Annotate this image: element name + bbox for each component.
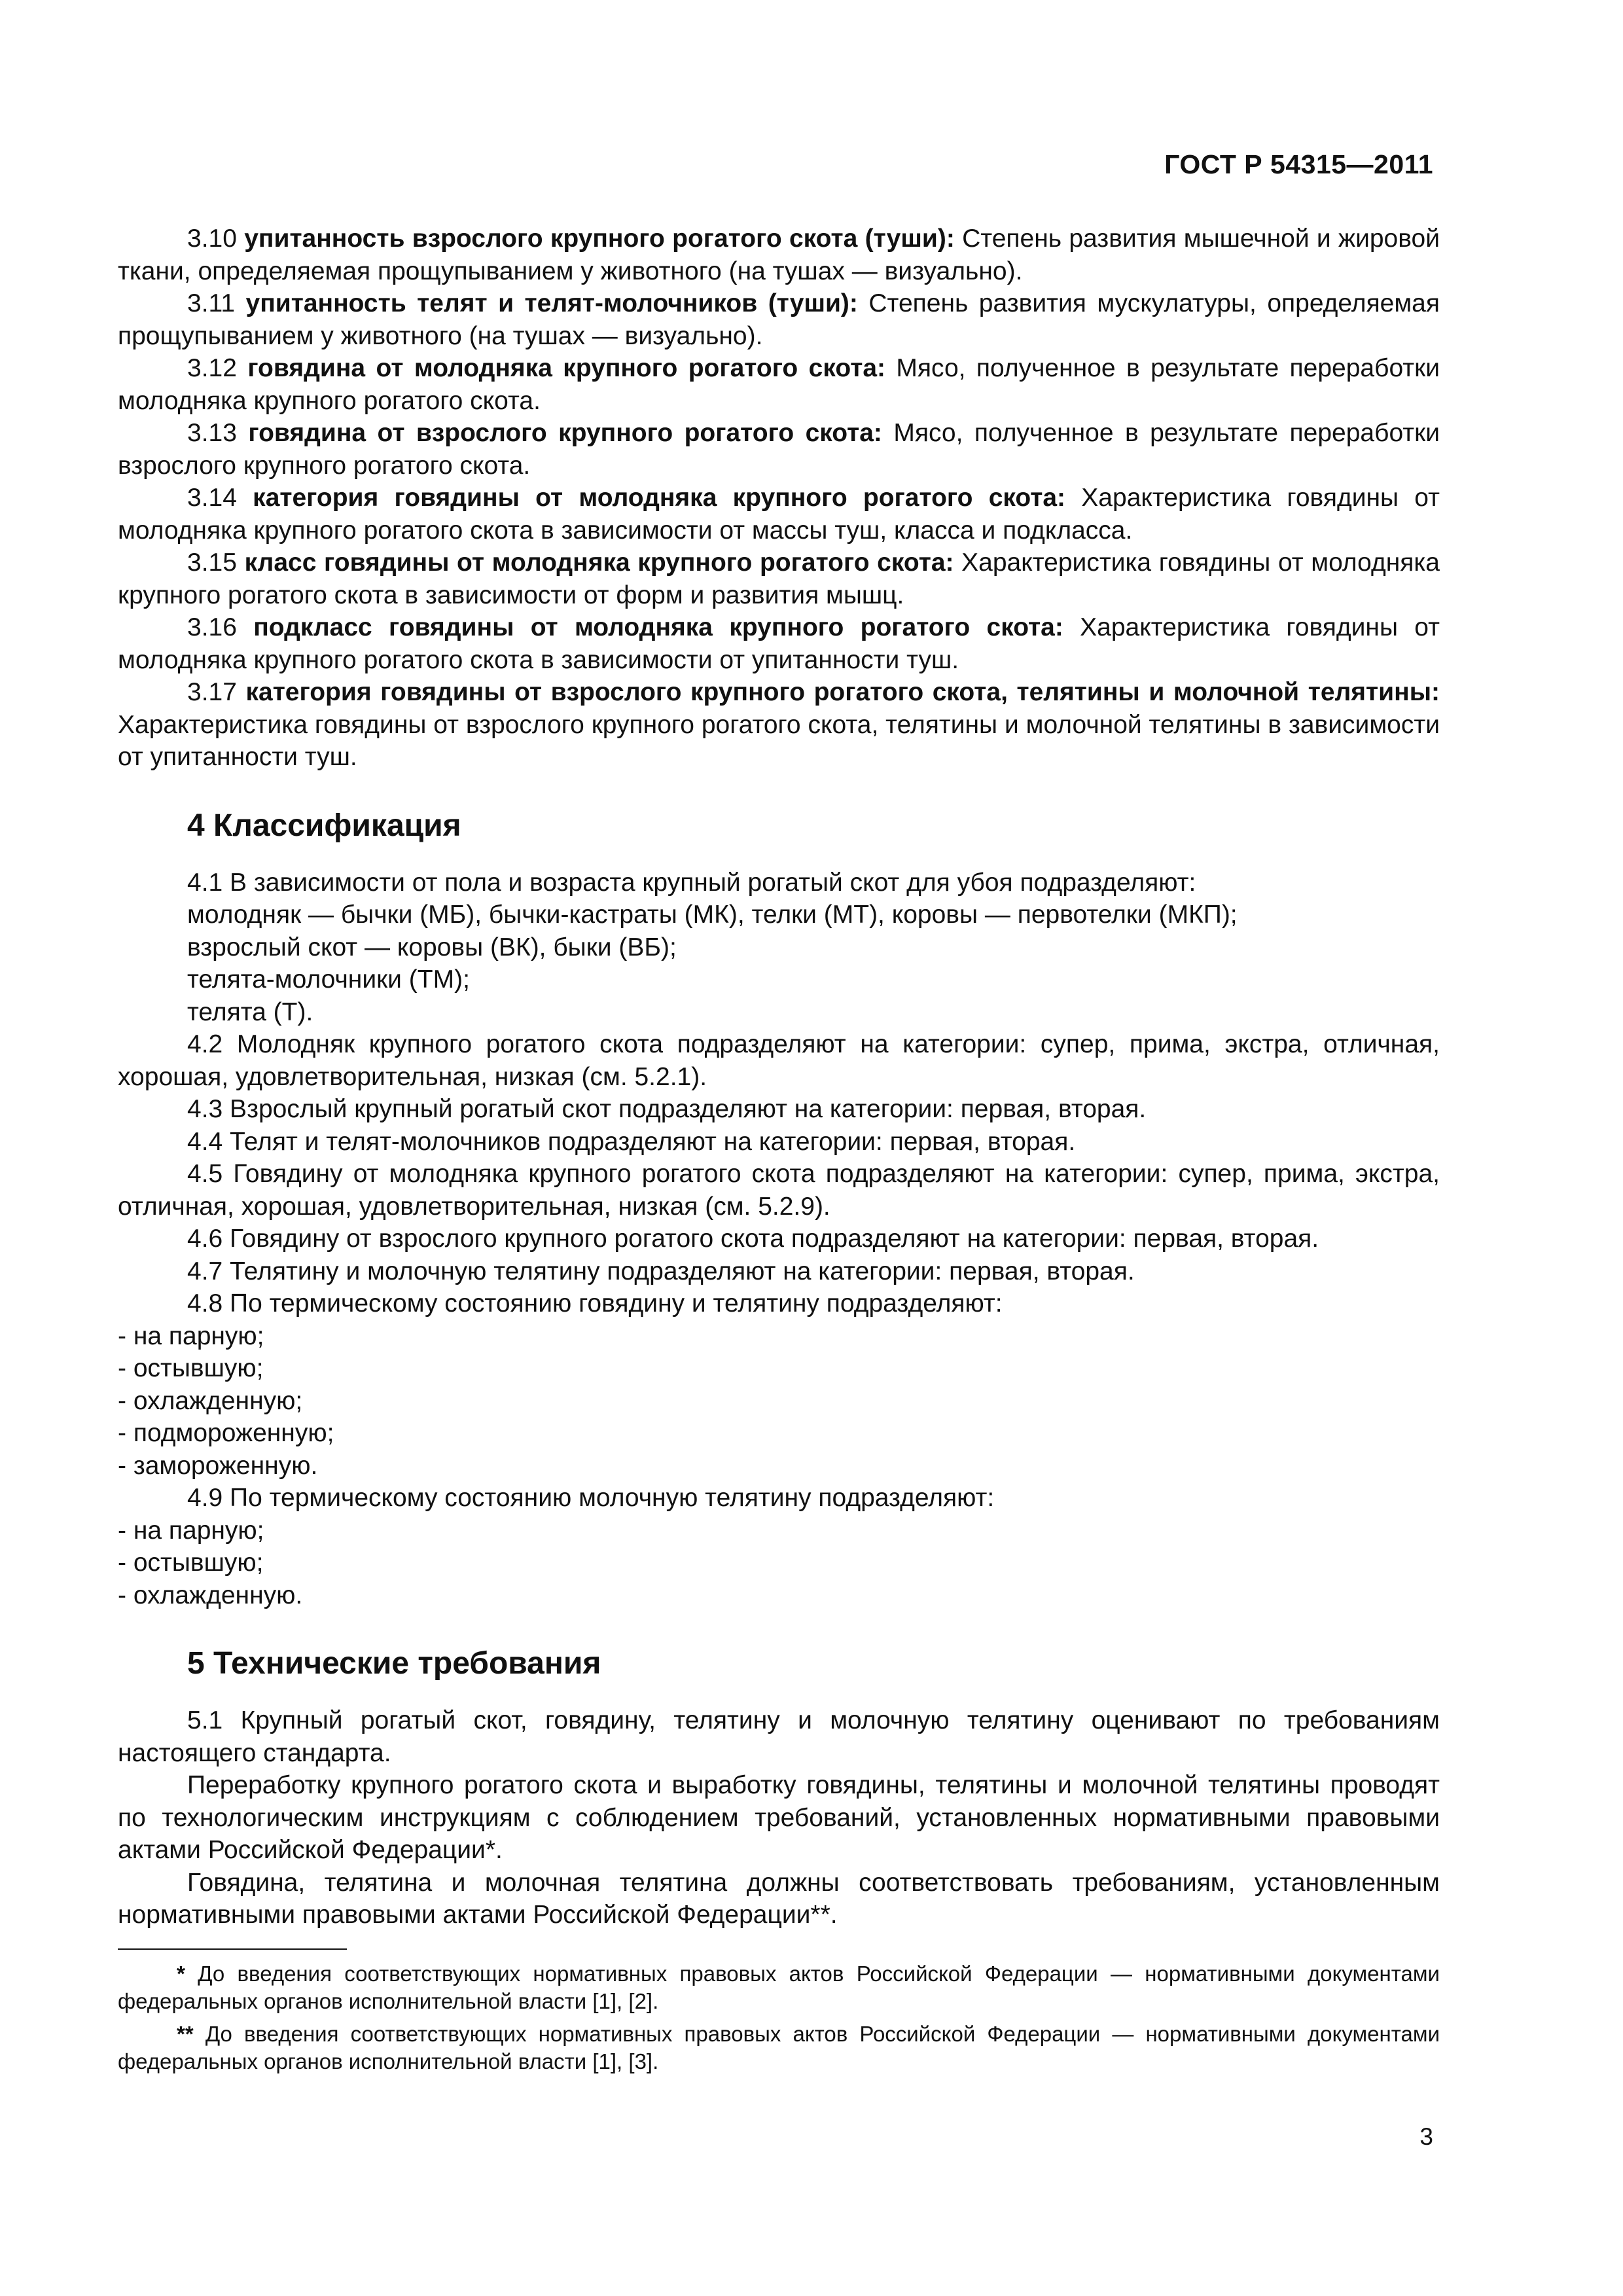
definition-3-16: 3.16 подкласс говядины от молодняка крупного рогатого скота: Характеристика говядины от молодняка крупного рогатого скота в зависимости от упитанности туш. bbox=[118, 613, 1440, 674]
footnote-text: До введения соответствующих нормативных правовых актов Российской Федерации — нормативными документами федеральных органов исполнительной власти [1], [2]. bbox=[118, 1961, 1440, 2013]
definition-term: говядина от взрослого крупного рогатого скота: bbox=[248, 419, 882, 447]
definition-3-15: 3.15 класс говядины от молодняка крупного рогатого скота: Характеристика говядины от молодняка крупного рогатого скота в зависимости от форм и развития мышц. bbox=[118, 548, 1440, 609]
footnotes bbox=[118, 1960, 1440, 2075]
list-item: - остывшую; bbox=[118, 1354, 264, 1382]
list-item: - подмороженную; bbox=[118, 1419, 334, 1447]
footnote-mark: ** bbox=[177, 2021, 194, 2046]
definition-term: категория говядины от взрослого крупного рогатого скота, телятины и молочной телятины: bbox=[245, 678, 1440, 706]
clause-4-1-line: взрослый скот — коровы (ВК), быки (ВБ); bbox=[187, 933, 677, 961]
clause-5-1-paragraph: Говядина, телятина и молочная телятина должны соответствовать требованиям, установленным нормативными правовыми актами Российской Федерации**. bbox=[118, 1868, 1440, 1929]
footnote bbox=[118, 1960, 1440, 2015]
definition-3-13: 3.13 говядина от взрослого крупного рогатого скота: Мясо, полученное в результате переработки взрослого крупного рогатого скота. bbox=[118, 419, 1440, 480]
footnote-mark: * bbox=[177, 1961, 185, 1986]
definition-term: класс говядины от молодняка крупного рогатого скота: bbox=[244, 548, 954, 577]
definition-3-17: 3.17 категория говядины от взрослого крупного рогатого скота, телятины и молочной телятины: Характеристика говядины от взрослого крупного рогатого скота, телятины и молочной телятины в зависимости от упитанности туш. bbox=[118, 678, 1440, 771]
section-4-body bbox=[118, 867, 1440, 1612]
definition-3-12: 3.12 говядина от молодняка крупного рогатого скота: Мясо, полученное в результате переработки молодняка крупного рогатого скота. bbox=[118, 354, 1440, 415]
clause-4-1-line: телята-молочники (ТМ); bbox=[187, 965, 470, 994]
definition-term: упитанность взрослого крупного рогатого скота (туши): bbox=[244, 224, 955, 253]
clause-4-8: 4.8 По термическому состоянию говядину и телятину подразделяют: bbox=[187, 1289, 1003, 1318]
footnote bbox=[118, 2020, 1440, 2075]
definition-3-10: 3.10 упитанность взрослого крупного рогатого скота (туши): Степень развития мышечной и жировой ткани, определяемая прощупыванием у животного (на тушах — визуально). bbox=[118, 224, 1440, 285]
definition-3-14: 3.14 категория говядины от молодняка крупного рогатого скота: Характеристика говядины от молодняка крупного рогатого скота в зависимости от массы туш, класса и подкласса. bbox=[118, 484, 1440, 545]
standard-header: ГОСТ Р 54315—2011 bbox=[1164, 149, 1433, 179]
definition-term: упитанность телят и телят-молочников (туши): bbox=[245, 289, 858, 317]
definitions-list bbox=[118, 223, 1440, 774]
list-item: - охлажденную; bbox=[118, 1386, 303, 1415]
list-item: - замороженную. bbox=[118, 1451, 318, 1480]
definition-term: подкласс говядины от молодняка крупного рогатого скота: bbox=[253, 613, 1063, 641]
clause-4-9: 4.9 По термическому состоянию молочную телятину подразделяют: bbox=[187, 1484, 995, 1512]
section-5-heading: 5 Технические требования bbox=[187, 1646, 601, 1681]
list-item: - на парную; bbox=[118, 1321, 264, 1350]
list-item: - остывшую; bbox=[118, 1549, 264, 1577]
clause-4-1-line: телята (Т). bbox=[187, 997, 313, 1026]
clause-5-1-paragraph: Переработку крупного рогатого скота и выработку говядины, телятины и молочной телятины проводят по технологическим инструкциям с соблюдением требований, установленных нормативными правовыми актами Российской Федерации*. bbox=[118, 1771, 1440, 1864]
clause-4-7: 4.7 Телятину и молочную телятину подразделяют на категории: первая, вторая. bbox=[187, 1257, 1135, 1285]
clause-5-1: 5.1 Крупный рогатый скот, говядину, телятину и молочную телятину оценивают по требованиям настоящего стандарта. bbox=[118, 1706, 1440, 1767]
list-item: - охлажденную. bbox=[118, 1581, 303, 1609]
clause-4-6: 4.6 Говядину от взрослого крупного рогатого скота подразделяют на категории: первая, вторая. bbox=[187, 1225, 1319, 1253]
definition-term: говядина от молодняка крупного рогатого скота: bbox=[247, 354, 885, 382]
definition-3-11: 3.11 упитанность телят и телят-молочников (туши): Степень развития мускулатуры, определяемая прощупыванием у животного (на тушах — визуально). bbox=[118, 289, 1440, 350]
footnote-text: До введения соответствующих нормативных правовых актов Российской Федерации — нормативными документами федеральных органов исполнительной власти [1], [3]. bbox=[118, 2021, 1440, 2073]
clause-4-1: 4.1 В зависимости от пола и возраста крупный рогатый скот для убоя подразделяют: bbox=[187, 868, 1196, 897]
section-4-heading: 4 Классификация bbox=[187, 808, 461, 843]
footnote-divider bbox=[118, 1948, 347, 1950]
list-item: - на парную; bbox=[118, 1516, 264, 1545]
clause-4-2: 4.2 Молодняк крупного рогатого скота подразделяют на категории: супер, прима, экстра, отличная, хорошая, удовлетворительная, низкая (см. 5.2.1). bbox=[118, 1030, 1440, 1091]
page-content bbox=[118, 223, 1440, 2081]
section-5-body bbox=[118, 1704, 1440, 1931]
clause-4-1-line: молодняк — бычки (МБ), бычки-кастраты (МК), телки (МТ), коровы — первотелки (МКП); bbox=[187, 901, 1238, 929]
definition-term: категория говядины от молодняка крупного рогатого скота: bbox=[253, 484, 1066, 512]
clause-4-3: 4.3 Взрослый крупный рогатый скот подразделяют на категории: первая, вторая. bbox=[187, 1095, 1147, 1123]
clause-4-4: 4.4 Телят и телят-молочников подразделяют на категории: первая, вторая. bbox=[187, 1127, 1076, 1156]
clause-4-5: 4.5 Говядину от молодняка крупного рогатого скота подразделяют на категории: супер, прима, экстра, отличная, хорошая, удовлетворительная, низкая (см. 5.2.9). bbox=[118, 1160, 1440, 1221]
page-number: 3 bbox=[1419, 2123, 1433, 2150]
